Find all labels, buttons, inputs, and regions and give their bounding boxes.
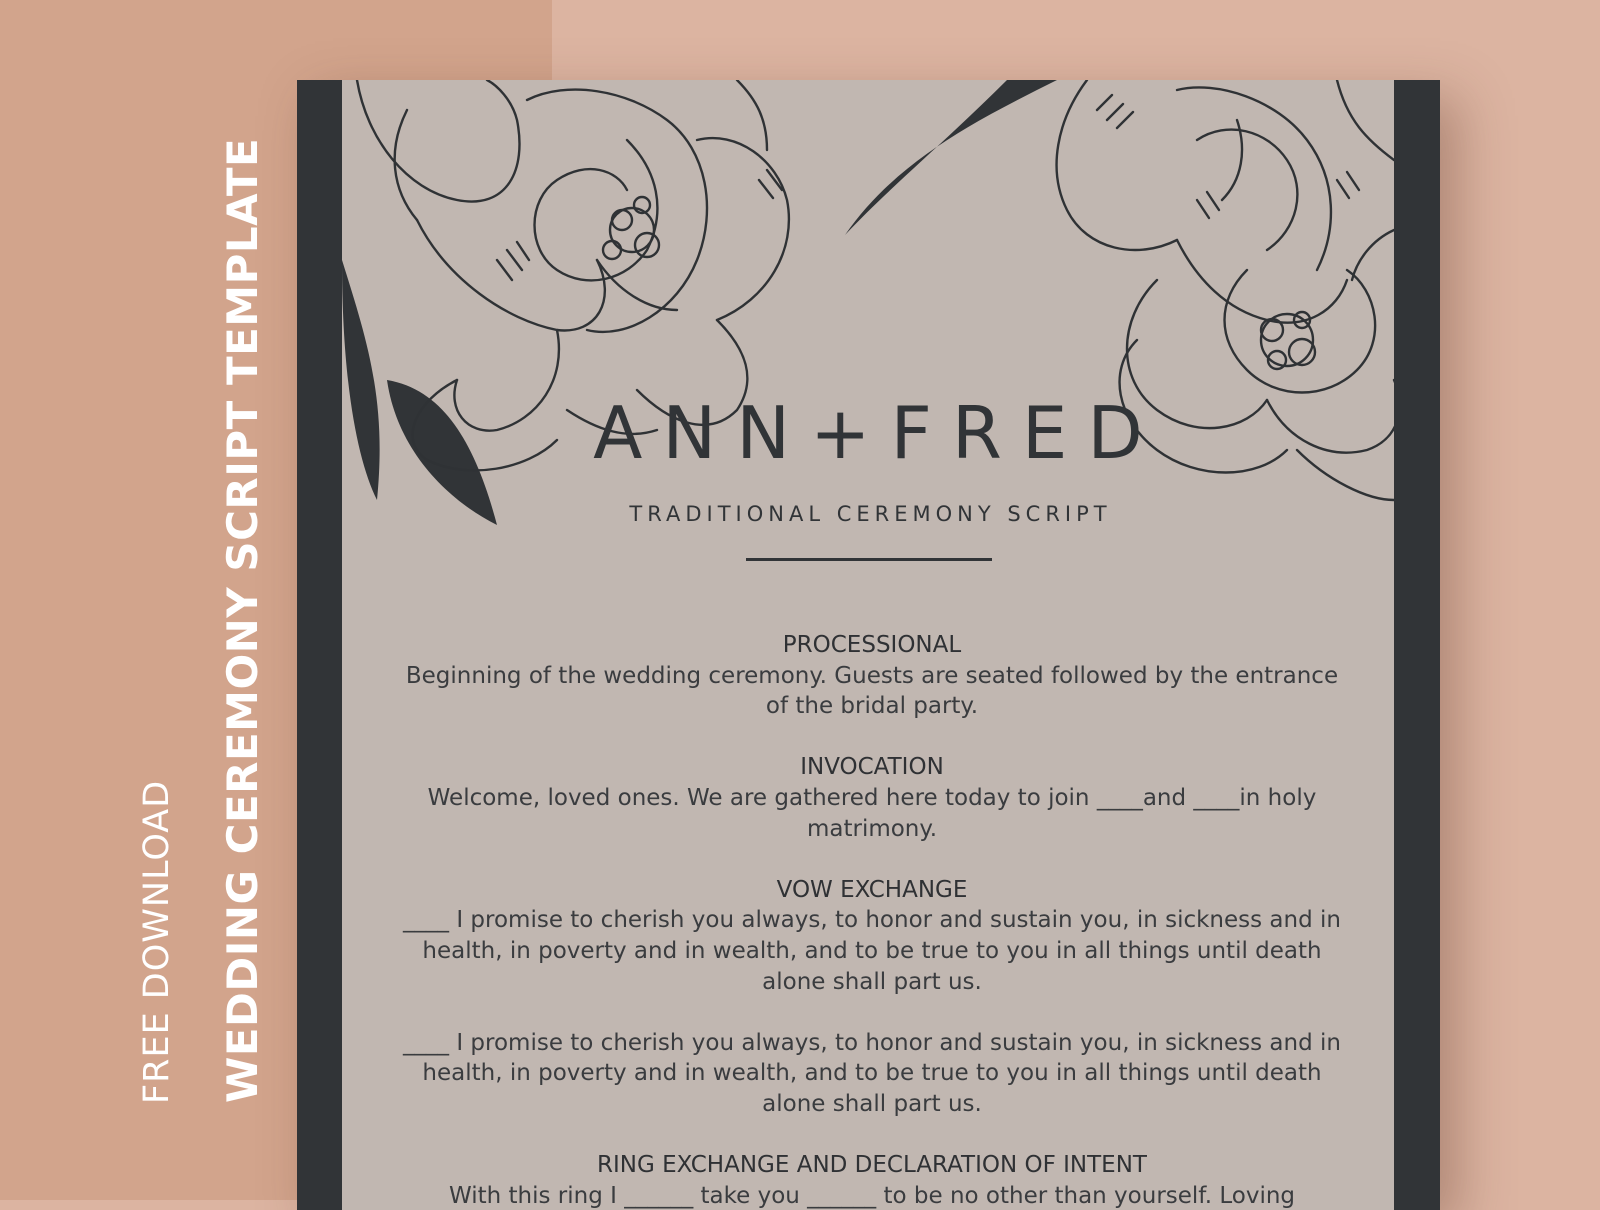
section-heading: RING EXCHANGE AND DECLARATION OF INTENT (597, 1152, 1147, 1179)
section-heading: VOW EXCHANGE (776, 876, 968, 903)
section-heading: INVOCATION (800, 754, 944, 781)
ceremony-subtitle: TRADITIONAL CEREMONY SCRIPT (629, 502, 1112, 526)
template-title: WEDDING CEREMONY SCRIPT TEMPLATE (218, 137, 267, 1103)
section-text: Welcome, loved ones. We are gathered here today to join ____and ____in holy matrimony. (427, 784, 1317, 842)
ceremony-script-body (402, 630, 1342, 1210)
document-sheet (342, 80, 1394, 1210)
section-processional (402, 630, 1342, 722)
section-text: Beginning of the wedding ceremony. Guests are seated followed by the entrance of the bridal party. (405, 662, 1339, 720)
section-heading: PROCESSIONAL (782, 632, 962, 658)
peony-flower-illustration (342, 80, 1394, 560)
section-text: With this ring I ______ take you ______ to be no other than yourself. Loving (448, 1182, 1296, 1209)
couple-names: ANN+FRED (593, 391, 1163, 475)
free-download-label: FREE DOWNLOAD (137, 779, 177, 1104)
section-vow-exchange (402, 875, 1342, 997)
title-divider (746, 558, 992, 561)
section-text: ____ I promise to cherish you always, to honor and sustain you, in sickness and in health, in poverty and in wealth, and to be true to you in all things until death alone shall part us. (403, 907, 1341, 995)
section-vow-exchange-second (402, 1028, 1342, 1120)
section-invocation (402, 752, 1342, 844)
section-text: ____ I promise to cherish you always, to honor and sustain you, in sickness and in health, in poverty and in wealth, and to be true to you in all things until death alone shall part us. (403, 1029, 1341, 1117)
section-ring-exchange (402, 1150, 1342, 1210)
document-preview (297, 80, 1440, 1210)
leaf-illustration (845, 80, 1057, 235)
